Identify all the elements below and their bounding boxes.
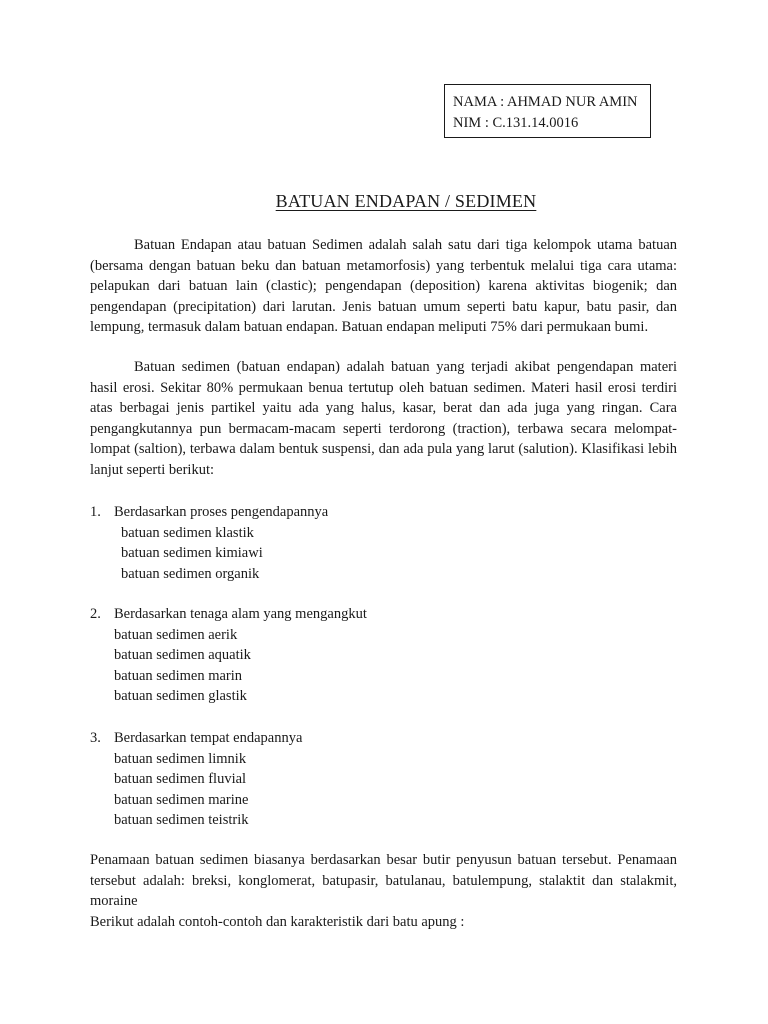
paragraph-2-container [90,357,677,481]
classification-list-3 [90,728,677,831]
closing-text [90,850,677,932]
paragraph-classification: Batuan sedimen (batuan endapan) adalah batuan yang terjadi akibat pengendapan materi hasil erosi. Sekitar 80% permukaan benua tertutup oleh batuan sedimen. Materi hasil erosi terdiri atas berbagai jenis partikel yaitu ada yang halus, kasar, berat dan ada juga yang ringan. Cara pengangkutannya pun bermacam-macam seperti terdorong (traction), terbawa secara melompat-lompat (saltion), terbawa dalam bentuk suspensi, dan ada pula yang larut (salution). Klasifikasi lebih lanjut seperti berikut: [90,359,677,478]
list-item: batuan sedimen klastik [121,524,254,541]
list-number: 3. [90,730,101,746]
student-identity-box [444,84,651,138]
list-item: batuan sedimen organik [121,565,260,582]
list-item: batuan sedimen marine [114,791,249,808]
classification-list-2 [90,604,677,707]
list-item: batuan sedimen limnik [114,750,247,767]
list-item: batuan sedimen glastik [114,688,247,705]
paragraph-naming: Penamaan batuan sedimen biasanya berdasarkan besar butir penyusun batuan tersebut. Penamaan tersebut adalah: breksi, konglomerat, batupasir, batulanau, batulempung, stalaktit dan stalakmit, moraine [90,852,677,910]
list-item: batuan sedimen aquatik [114,647,251,664]
list-item: batuan sedimen aerik [114,626,238,643]
classification-list-1 [90,502,677,584]
paragraph-1-container [90,235,677,338]
student-name: NAMA : AHMAD NUR AMIN [453,94,638,110]
list-heading: Berdasarkan proses pengendapannya [114,504,329,520]
paragraph-examples-intro: Berikut adalah contoh-contoh dan karakteristik dari batu apung : [90,913,465,930]
document-title: BATUAN ENDAPAN / SEDIMEN [275,191,537,211]
list-item: batuan sedimen kimiawi [121,545,263,562]
list-number: 2. [90,606,101,622]
list-heading: Berdasarkan tenaga alam yang mengangkut [114,606,367,622]
list-number: 1. [90,504,101,520]
student-nim: NIM : C.131.14.0016 [453,115,579,131]
list-heading: Berdasarkan tempat endapannya [114,730,303,746]
list-item: batuan sedimen fluvial [114,771,247,788]
list-item: batuan sedimen teistrik [114,812,249,829]
paragraph-intro: Batuan Endapan atau batuan Sedimen adalah salah satu dari tiga kelompok utama batuan (bersama dengan batuan beku dan batuan metamorfosis) yang terbentuk melalui tiga cara utama: pelapukan dari batuan lain (clastic); pengendapan (deposition) karena aktivitas biogenik; dan pengendapan (precipitation) dari larutan. Jenis batuan umum seperti batu kapur, batu pasir, dan lempung, termasuk dalam batuan endapan. Batuan endapan meliputi 75% dari permukaan bumi. [90,237,677,336]
list-item: batuan sedimen marin [114,667,243,684]
